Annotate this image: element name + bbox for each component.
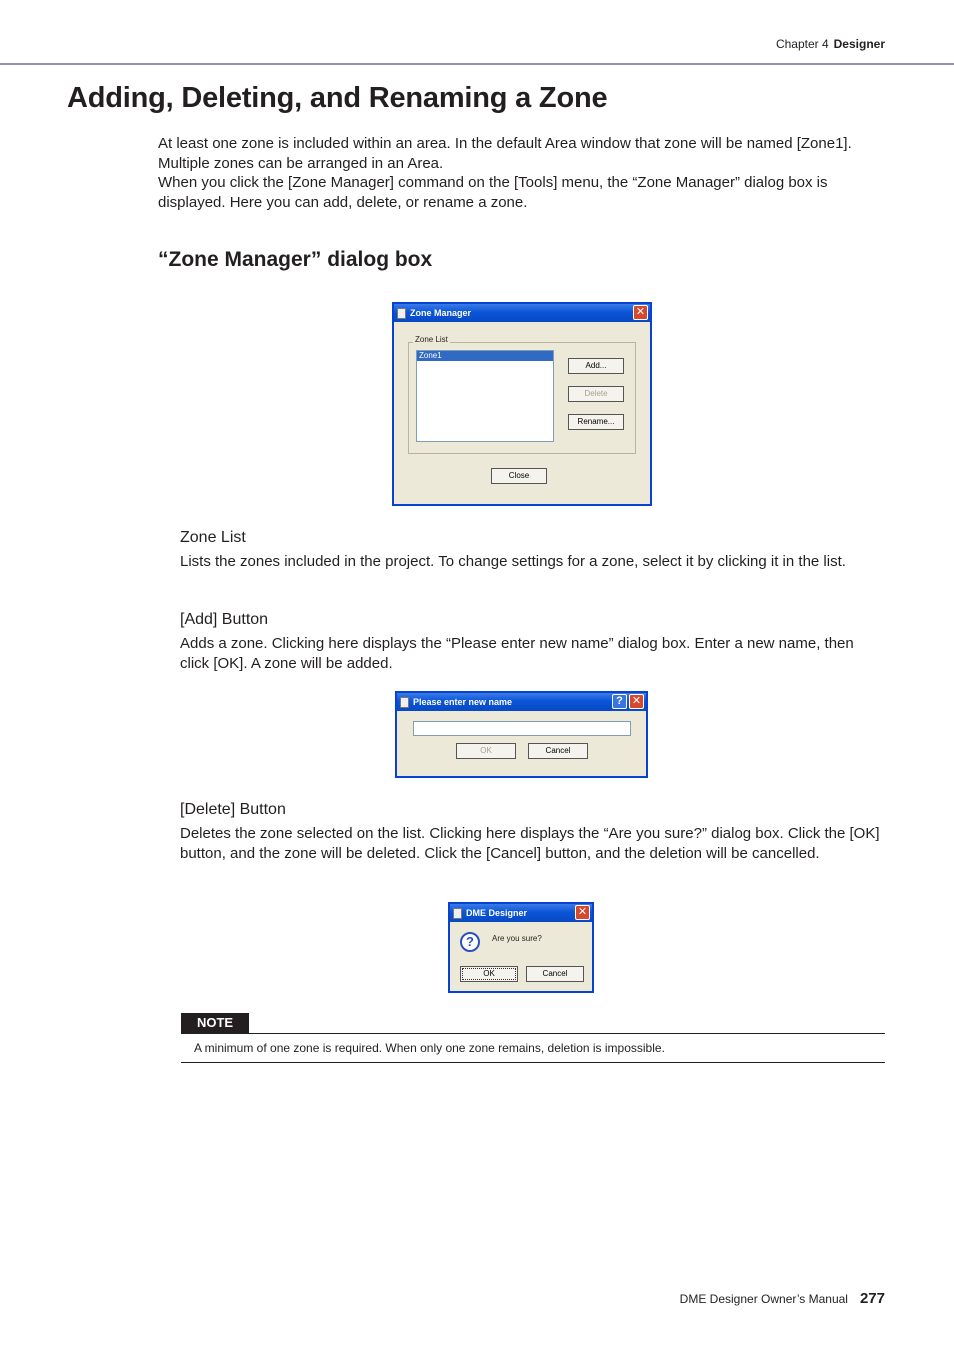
dialog-titlebar	[397, 693, 646, 711]
intro-paragraph: At least one zone is included within an area. In the default Area window that zone will be named [Zone1]. Multiple zones can be arranged in an Area.	[158, 135, 852, 172]
zone-list-description: Lists the zones included in the project. To change settings for a zone, select it by clicking it in the list.	[180, 553, 846, 570]
help-icon[interactable]: ?	[612, 694, 627, 709]
add-button[interactable]: Add...	[568, 358, 624, 374]
confirm-dialog	[448, 902, 594, 993]
app-icon	[400, 697, 409, 708]
add-button-description: Adds a zone. Clicking here displays the “Please enter new name” dialog box. Enter a new name, then click [OK]. A zone will be added.	[180, 635, 854, 672]
confirm-message: Are you sure?	[492, 934, 542, 943]
note-rule-bottom	[181, 1062, 885, 1063]
close-icon[interactable]: ✕	[575, 905, 590, 920]
list-item[interactable]: Zone1	[417, 351, 553, 361]
manual-name: DME Designer Owner’s Manual	[679, 1292, 848, 1306]
intro-text	[158, 134, 888, 212]
note-label: NOTE	[181, 1013, 249, 1033]
zone-list-label: Zone List	[415, 335, 448, 344]
zone-listbox[interactable]	[416, 350, 554, 442]
new-name-input[interactable]	[413, 721, 631, 736]
app-icon	[397, 308, 406, 319]
page-title: Adding, Deleting, and Renaming a Zone	[67, 82, 608, 114]
section-heading: “Zone Manager” dialog box	[158, 248, 433, 271]
delete-button[interactable]: Delete	[568, 386, 624, 402]
add-button-heading: [Add] Button	[180, 611, 269, 628]
page-footer	[680, 1290, 885, 1307]
ok-button[interactable]: OK	[460, 966, 518, 982]
dialog-title: Zone Manager	[410, 308, 472, 318]
delete-button-description: Deletes the zone selected on the list. Clicking here displays the “Are you sure?” dialog box. Click the [OK] button, and the zone will be deleted. Click the [Cancel] button, and the deletion will be cancelled.	[180, 825, 880, 862]
close-icon[interactable]: ✕	[633, 305, 648, 320]
zone-manager-dialog	[392, 302, 652, 506]
chapter-section: Designer	[833, 37, 885, 51]
note-text: A minimum of one zone is required. When only one zone remains, deletion is impossible.	[194, 1041, 665, 1055]
question-icon: ?	[460, 932, 480, 952]
page-number: 277	[859, 1290, 885, 1307]
cancel-button[interactable]: Cancel	[528, 743, 588, 759]
app-icon	[453, 908, 462, 919]
header-rule	[0, 63, 954, 65]
intro-paragraph: When you click the [Zone Manager] command on the [Tools] menu, the “Zone Manager” dialog box is displayed. Here you can add, delete, or rename a zone.	[158, 174, 828, 211]
close-button[interactable]: Close	[491, 468, 547, 484]
dialog-titlebar	[394, 304, 650, 322]
ok-button[interactable]: OK	[456, 743, 516, 759]
cancel-button[interactable]: Cancel	[526, 966, 584, 982]
chapter-label: Chapter 4	[775, 37, 829, 51]
delete-button-heading: [Delete] Button	[180, 801, 286, 818]
rename-button[interactable]: Rename...	[568, 414, 624, 430]
note-rule-top	[181, 1033, 885, 1034]
zone-list-heading: Zone List	[180, 529, 246, 546]
close-icon[interactable]: ✕	[629, 694, 644, 709]
new-name-dialog	[395, 691, 648, 778]
dialog-title: DME Designer	[466, 908, 528, 918]
page-header	[776, 37, 885, 51]
dialog-titlebar	[450, 904, 592, 922]
dialog-title: Please enter new name	[413, 697, 513, 707]
